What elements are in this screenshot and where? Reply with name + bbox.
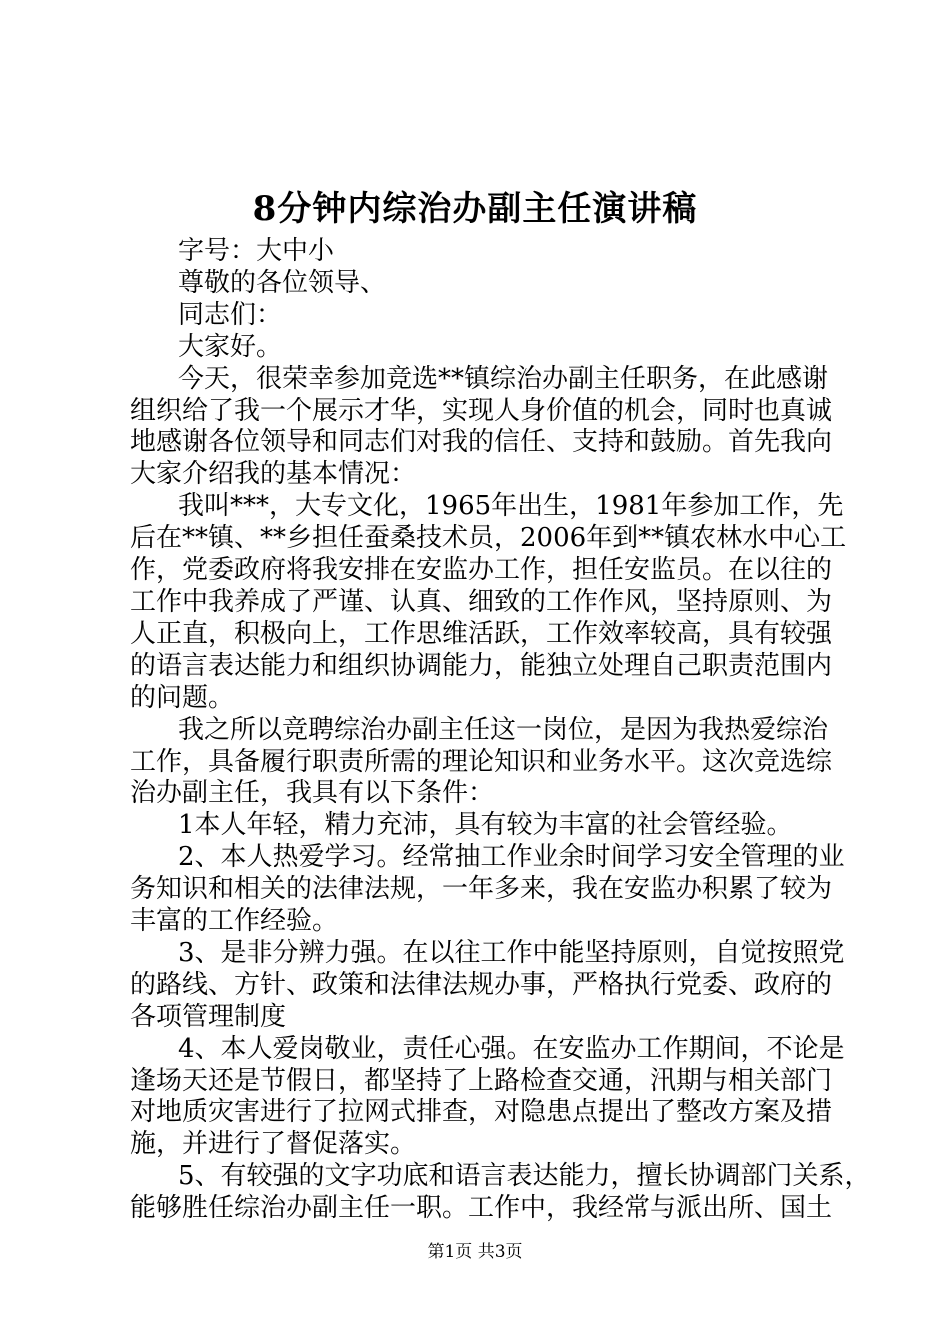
paragraph-line: 的语言表达能力和组织协调能力，能独立处理自己职责范围内 xyxy=(130,650,833,681)
font-size-line: 字号：大中小 xyxy=(178,236,335,266)
list-item-line: 2、本人热爱学习。经常抽工作业余时间学习安全管理的业 xyxy=(178,842,845,873)
greeting-line: 大家好。 xyxy=(178,331,283,362)
list-item-line: 4、本人爱岗敬业，责任心强。在安监办工作期间，不论是 xyxy=(178,1033,845,1064)
paragraph-line: 我之所以竞聘综治办副主任这一岗位，是因为我热爱综治 xyxy=(178,714,829,745)
paragraph-line: 治办副主任，我具有以下条件： xyxy=(130,778,495,809)
paragraph-line: 组织给了我一个展示才华，实现人身价值的机会，同时也真诚 xyxy=(130,395,833,426)
paragraph-line: 各项管理制度 xyxy=(130,1001,287,1032)
paragraph-line: 工作中我养成了严谨、认真、细致的工作作风，坚持原则、为 xyxy=(130,586,833,617)
paragraph-line: 逢场天还是节假日，都坚持了上路检查交通，汛期与相关部门 xyxy=(130,1065,833,1096)
paragraph-line: 人正直，积极向上，工作思维活跃，工作效率较高，具有较强 xyxy=(130,618,833,649)
page-number-footer: 第1页 共3页 xyxy=(427,1242,523,1262)
salutation-line: 同志们： xyxy=(178,299,283,330)
paragraph-line: 的路线、方针、政策和法律法规办事，严格执行党委、政府的 xyxy=(130,969,833,1000)
paragraph-line: 施，并进行了督促落实。 xyxy=(130,1129,417,1160)
list-item-line: 5、有较强的文字功底和语言表达能力，擅长协调部门关系， xyxy=(178,1161,871,1192)
list-item-line: 1本人年轻，精力充沛，具有较为丰富的社会管经验。 xyxy=(178,810,793,841)
paragraph-line: 作，党委政府将我安排在安监办工作，担任安监员。在以往的 xyxy=(130,555,833,586)
paragraph-line: 大家介绍我的基本情况： xyxy=(130,459,417,490)
paragraph-line: 对地质灾害进行了拉网式排查，对隐患点提出了整改方案及措 xyxy=(130,1097,833,1128)
paragraph-line: 工作，具备履行职责所需的理论知识和业务水平。这次竞选综 xyxy=(130,746,833,777)
paragraph-line: 后在**镇、**乡担任蚕桑技术员，2006年到**镇农林水中心工 xyxy=(130,523,847,554)
paragraph-line: 地感谢各位领导和同志们对我的信任、支持和鼓励。首先我向 xyxy=(130,427,833,458)
paragraph-line: 务知识和相关的法律法规，一年多来，我在安监办积累了较为 xyxy=(130,874,833,905)
paragraph-line: 今天，很荣幸参加竞选**镇综治办副主任职务，在此感谢 xyxy=(178,363,829,394)
paragraph-line: 能够胜任综治办副主任一职。工作中，我经常与派出所、国土 xyxy=(130,1193,833,1224)
document-title: 8分钟内综治办副主任演讲稿 xyxy=(252,189,698,229)
salutation-line: 尊敬的各位领导、 xyxy=(178,267,387,298)
document-body xyxy=(130,236,871,1225)
paragraph-line: 我叫***，大专文化，1965年出生，1981年参加工作，先 xyxy=(178,491,844,522)
list-item-line: 3、是非分辨力强。在以往工作中能坚持原则，自觉按照党 xyxy=(178,937,845,968)
paragraph-line: 丰富的工作经验。 xyxy=(130,906,339,937)
paragraph-line: 的问题。 xyxy=(130,682,235,713)
